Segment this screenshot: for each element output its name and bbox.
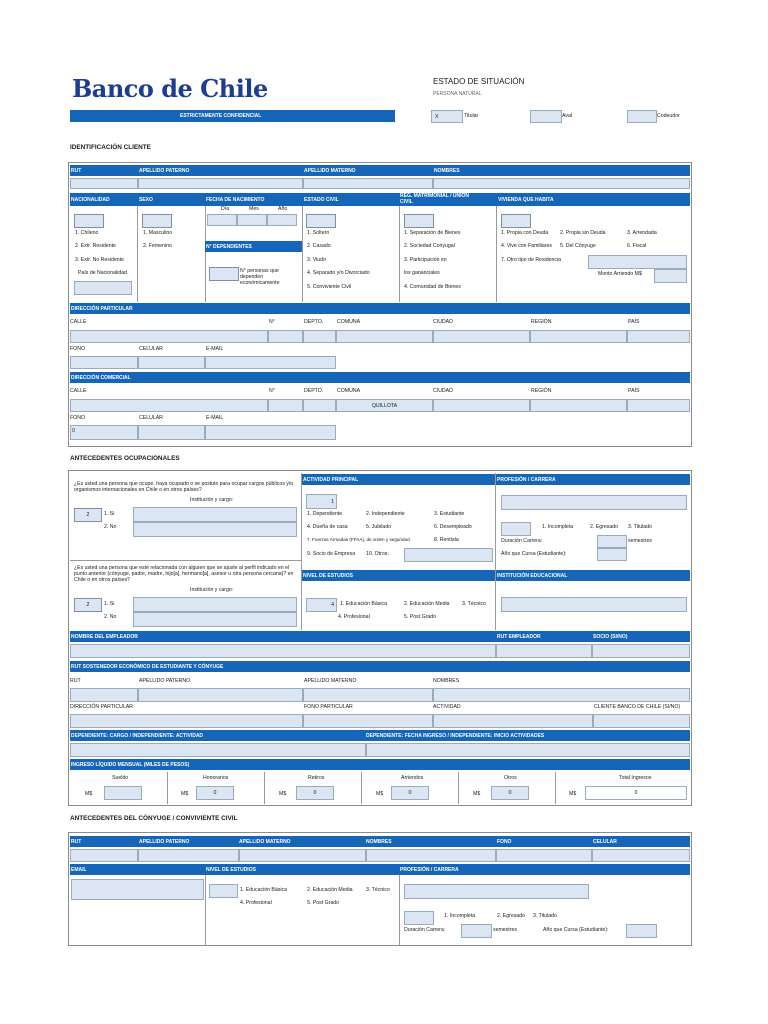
nac-option-3: 3. Extr. No Residente — [75, 257, 125, 263]
c-ap-input[interactable] — [138, 849, 239, 862]
c-niv-option-2: 2. Educación Media — [307, 887, 353, 893]
sost-fono-input[interactable] — [303, 714, 433, 728]
h-socio: SOCIO (SI/NO) — [593, 634, 628, 640]
income-label: Honorarios — [203, 775, 229, 781]
nac-option-1: 1. Chileno — [75, 230, 99, 236]
bank-logo: Banco de Chile — [72, 74, 268, 103]
h-vivienda: VIVIENDA QUE HABITA — [498, 197, 554, 203]
dia-label: Día — [221, 206, 230, 212]
c-duracion-input[interactable] — [461, 924, 492, 938]
h-dir-particular: DIRECCIÓN PARTICULAR — [71, 306, 133, 312]
fono-com-input[interactable]: 0 — [70, 425, 138, 440]
c-h-am: APELLIDO MATERNO — [239, 839, 291, 845]
act-otros-input[interactable] — [404, 548, 493, 562]
c-am-input[interactable] — [239, 849, 366, 862]
c-fono-input[interactable] — [496, 849, 592, 862]
pep-related-question: ¿Es usted una persona que esté relacionada con alguien que se ajuste al perfil indicado en el punto anterior (cónyuge, padre, madre, hijo[a], hermano[a], asesor u otra persona cercana)? en Chile o en otros países? — [74, 565, 294, 583]
pep-related-institucion-label: Institución y cargo: — [190, 587, 234, 593]
prof-option-3: 3. Titulado — [628, 524, 652, 530]
fono-label: FONO — [70, 346, 85, 352]
anio-label: Año — [278, 206, 288, 212]
pep-institucion-input-2[interactable] — [133, 522, 297, 537]
income-row — [70, 772, 690, 804]
income-label: Sueldo — [112, 775, 129, 781]
pais-input[interactable] — [627, 330, 690, 343]
doc-title: ESTADO DE SITUACIÓN — [433, 77, 525, 86]
prof-option-1: 1. Incompleta — [542, 524, 574, 530]
h-fecha-nac: FECHA DE NACIMIENTO — [206, 197, 265, 203]
h-institucion: INSTITUCIÓN EDUCACIONAL — [497, 573, 568, 579]
comuna-com-input[interactable]: QUILLOTA — [336, 399, 433, 412]
empleador-header — [70, 631, 690, 642]
niv-option-5: 5. Post Grado — [404, 614, 437, 620]
income-label: Retiros — [308, 775, 325, 781]
estado-civil-input[interactable] — [306, 214, 336, 228]
confidential-banner — [70, 110, 395, 122]
income-total-value: 0 — [585, 786, 687, 800]
sexo-input[interactable] — [142, 214, 172, 228]
c-prof-option-2: 2. Egresado — [497, 913, 525, 919]
h-profesion: PROFESIÓN / CARRERA — [497, 477, 556, 483]
income-sueldo — [70, 772, 167, 804]
actividad-header — [302, 474, 495, 485]
duracion-input[interactable] — [597, 535, 627, 548]
income-currency: M$ — [85, 791, 93, 797]
rm-option-4: 4. Comunidad de Bienes — [404, 284, 461, 290]
c-h-nivel: NIVEL DE ESTUDIOS — [206, 867, 256, 873]
otro-residencia-input[interactable] — [588, 255, 687, 269]
viv-option-1: 1. Propia con Deuda — [501, 230, 549, 236]
income-arriendos — [361, 772, 458, 804]
act-option-8: 8. Rentista — [434, 537, 459, 543]
pep-no: 2. No — [104, 524, 117, 530]
h-nacionalidad: NACIONALIDAD — [71, 197, 110, 203]
c-celular-input[interactable] — [592, 849, 690, 862]
c-anio-cursa-label: Año que Cursa (Estudiante): — [543, 927, 609, 933]
pep-related-si: 1. Si — [104, 601, 115, 607]
pep-question: ¿Es usted una persona que ocupe, haya ocupado o se postule para ocupar cargos públicos y/o organismos internacionales en Chile o en otros países? — [74, 481, 294, 493]
act-option-4: 4. Dueña de casa — [307, 524, 348, 530]
c-niv-option-4: 4. Profesional — [240, 900, 272, 906]
h-estado-civil: ESTADO CIVIL — [304, 197, 339, 203]
email-label: E-MAIL — [206, 346, 224, 352]
rut-empleador-input[interactable] — [496, 644, 592, 658]
sost-am-label: APELLIDO MATERNO — [304, 678, 357, 684]
c-nivel-input[interactable] — [209, 884, 238, 898]
c-h-fono: FONO — [497, 839, 512, 845]
sost-ap-label: APELLIDO PATERNO — [139, 678, 191, 684]
ec-option-5: 5. Conviviente Civil — [307, 284, 352, 290]
ingreso-header — [70, 759, 690, 770]
income-otros — [458, 772, 555, 804]
monto-arriendo-input[interactable] — [654, 269, 687, 283]
income-currency: M$ — [181, 791, 189, 797]
income-label: Otros — [504, 775, 517, 781]
dir-comercial-header — [70, 372, 690, 383]
act-option-5: 5. Jubilado — [366, 524, 392, 530]
fono-input[interactable] — [70, 356, 138, 369]
c-prof-option-1: 1. Incompleta — [444, 913, 476, 919]
dir-particular-header — [70, 303, 690, 314]
cargo-header — [70, 730, 690, 741]
role-codeudor-label: Codeudor — [657, 113, 680, 119]
h-apellido-materno: APELLIDO MATERNO — [304, 168, 356, 174]
income-otros-input[interactable]: 0 — [491, 786, 529, 800]
h-apellido-paterno: APELLIDO PATERNO — [139, 168, 190, 174]
comuna-input[interactable] — [336, 330, 433, 343]
ec-option-3: 3. Viudo — [307, 257, 326, 263]
income-currency: M$ — [279, 791, 287, 797]
email-com-label: E-MAIL — [206, 415, 224, 421]
ciudad-com-label: CIUDAD — [433, 388, 453, 394]
role-codeudor-check[interactable] — [627, 110, 657, 123]
vivienda-input[interactable] — [501, 214, 531, 228]
celular-com-label: CELULAR — [139, 415, 163, 421]
pais-nacionalidad-input[interactable] — [74, 281, 132, 295]
h-nivel: NIVEL DE ESTUDIOS — [303, 573, 353, 579]
numero-input[interactable] — [268, 330, 303, 343]
nac-option-2: 2. Extr. Residente — [75, 243, 116, 249]
act-option-10: 10. Otros: — [366, 551, 389, 557]
numero-com-input[interactable] — [268, 399, 303, 412]
celular-input[interactable] — [138, 356, 205, 369]
c-nombres-input[interactable] — [366, 849, 496, 862]
section-ocupacionales: ANTECEDENTES OCUPACIONALES — [70, 455, 180, 462]
nivel-input[interactable]: 4 — [306, 598, 337, 612]
c-h-celular: CELULAR — [593, 839, 617, 845]
empleador-input[interactable] — [70, 644, 496, 658]
pep-institucion-label: Institución y cargo: — [190, 497, 234, 503]
ec-option-2: 2. Casado — [307, 243, 331, 249]
sost-nombres-input[interactable] — [433, 688, 690, 702]
sexo-option-1: 1. Masculino — [143, 230, 173, 236]
income-honorarios — [167, 772, 264, 804]
act-option-7: 7. Fuerzas Armadas (FFAA), de orden y seguridad — [307, 537, 410, 542]
c-profesion-input[interactable] — [404, 884, 589, 899]
region-com-input[interactable] — [530, 399, 627, 412]
region-input[interactable] — [530, 330, 627, 343]
niv-option-4: 4. Profesional — [338, 614, 370, 620]
ciudad-input[interactable] — [433, 330, 530, 343]
income-retiros — [264, 772, 361, 804]
c-h-nombres: NOMBRES — [366, 839, 392, 845]
act-option-6: 6. Desempleado — [434, 524, 472, 530]
pais-label: PAÍS — [628, 319, 640, 325]
sost-actividad-label: ACTIVIDAD — [433, 704, 461, 710]
viv-option-2: 2. Propia sin Deuda — [560, 230, 606, 236]
numero-com-label: N° — [269, 388, 275, 394]
institucion-header — [496, 570, 690, 581]
pep-si: 1. Si — [104, 511, 115, 517]
sost-fono-label: FONO PARTICULAR — [304, 704, 353, 710]
income-arriendos-input[interactable]: 0 — [391, 786, 429, 800]
depto-label: DEPTO. — [304, 319, 324, 325]
conyuge-header-email — [70, 864, 690, 875]
profesion-input[interactable] — [501, 495, 687, 510]
calle-label: CALLE — [70, 319, 87, 325]
nombres-input[interactable] — [433, 178, 690, 189]
section-identificacion: IDENTIFICACIÓN CLIENTE — [70, 144, 151, 151]
calle-input[interactable] — [70, 330, 268, 343]
sost-rut-input[interactable] — [70, 688, 138, 702]
c-niv-option-3: 3. Técnico — [366, 887, 390, 893]
sost-am-input[interactable] — [303, 688, 433, 702]
calle-com-label: CALLE — [70, 388, 87, 394]
income-sueldo-input[interactable] — [104, 786, 142, 800]
h-dir-comercial: DIRECCIÓN COMERCIAL — [71, 375, 131, 381]
income-currency: M$ — [569, 791, 577, 797]
niv-option-1: 1. Educación Básica — [340, 601, 388, 607]
income-currency: M$ — [473, 791, 481, 797]
c-profesion-estado-input[interactable] — [404, 911, 434, 925]
semestres-label: semestres — [628, 538, 652, 544]
region-label: REGIÓN — [531, 319, 552, 325]
h-fecha-ingreso: DEPENDIENTE: FECHA INGRESO / INDEPENDIENTE: INICIO ACTIVIDADES — [366, 733, 545, 739]
viv-option-7: 7. Otro tipo de Residencia — [501, 257, 561, 263]
dependientes-label: N° personas que dependen económicamente — [240, 268, 280, 286]
anio-cursa-input[interactable] — [597, 548, 627, 561]
h-rut: RUT — [71, 168, 82, 174]
email-com-input[interactable] — [205, 425, 336, 440]
pep-institucion-input[interactable] — [133, 507, 297, 522]
rm-option-1: 1. Separación de Bienes — [404, 230, 461, 236]
c-email-input[interactable] — [71, 879, 204, 900]
sost-ap-input[interactable] — [138, 688, 303, 702]
actividad-input[interactable]: 1 — [306, 494, 337, 509]
socio-input[interactable] — [592, 644, 690, 658]
sexo-option-2: 2. Femenino — [143, 243, 172, 249]
income-label: Total Ingresos — [619, 775, 652, 781]
ec-option-4: 4. Separado y/o Divorciado — [307, 270, 370, 276]
income-retiros-input[interactable]: 0 — [296, 786, 334, 800]
sost-dir-input[interactable] — [70, 714, 303, 728]
niv-option-2: 2. Educación Media — [404, 601, 450, 607]
sost-cliente-input[interactable] — [593, 714, 690, 728]
celular-com-input[interactable] — [138, 425, 205, 440]
section-conyuge: ANTECEDENTES DEL CÓNYUGE / CONVIVIENTE CIVIL — [70, 815, 238, 822]
role-aval-check[interactable] — [530, 110, 562, 123]
income-currency: M$ — [376, 791, 384, 797]
viv-option-4: 4. Vive con Familiares — [501, 243, 552, 249]
act-option-2: 2. Independiente — [366, 511, 405, 517]
cargo-input[interactable] — [70, 743, 366, 757]
h-ingreso: INGRESO LÍQUIDO MENSUAL (MILES DE PESOS) — [71, 762, 190, 768]
email-input[interactable] — [205, 356, 336, 369]
pais-com-input[interactable] — [627, 399, 690, 412]
niv-option-3: 3. Técnico — [462, 601, 486, 607]
income-total — [555, 772, 690, 804]
sost-cliente-label: CLIENTE BANCO DE CHILE (SI/NO) — [594, 704, 681, 710]
depto-com-input[interactable] — [303, 399, 336, 412]
h-sostenedor: RUT SOSTENEDOR ECONÓMICO DE ESTUDIANTE Y CÓNYUGE — [71, 664, 224, 670]
institucion-input[interactable] — [501, 597, 687, 612]
c-rut-input[interactable] — [70, 849, 138, 862]
prof-option-2: 2. Egresado — [590, 524, 618, 530]
dependientes-input[interactable] — [209, 267, 239, 281]
sostenedor-header — [70, 661, 690, 672]
nac-pais-label: País de Nacionalidad — [78, 270, 128, 276]
c-h-email: EMAIL — [71, 867, 87, 873]
mes-label: Mes — [249, 206, 259, 212]
comuna-com-label: COMUNA — [337, 388, 361, 394]
sost-dir-label: DIRECCIÓN PARTICULAR — [70, 704, 133, 710]
sost-actividad-input[interactable] — [433, 714, 593, 728]
pep-related-institucion-input-2[interactable] — [133, 612, 297, 627]
rut-input[interactable] — [70, 178, 138, 189]
c-niv-option-5: 5. Post Grado — [307, 900, 340, 906]
h-empleador: NOMBRE DEL EMPLEADOR — [71, 634, 138, 640]
celular-label: CELULAR — [139, 346, 163, 352]
viv-option-5: 5. Del Cónyuge — [560, 243, 596, 249]
c-semestres-label: semestres — [493, 927, 517, 933]
c-h-rut: RUT — [71, 839, 82, 845]
c-duracion-label: Duración Carrera: — [404, 927, 446, 933]
h-nombres: NOMBRES — [434, 168, 460, 174]
role-titular-label: Titular — [464, 113, 479, 119]
c-niv-option-1: 1. Educación Básica — [240, 887, 288, 893]
apellido-materno-input[interactable] — [303, 178, 433, 189]
profesion-estado-input[interactable] — [501, 522, 531, 536]
header-row-names — [70, 165, 690, 176]
duracion-label: Duración Carrera: — [501, 538, 543, 544]
c-h-profesion: PROFESIÓN / CARRERA — [400, 867, 459, 873]
rm-option-3b: los gananciales — [404, 270, 440, 276]
c-h-ap: APELLIDO PATERNO — [139, 839, 190, 845]
ciudad-label: CIUDAD — [433, 319, 453, 325]
ciudad-com-input[interactable] — [433, 399, 530, 412]
apellido-paterno-input[interactable] — [138, 178, 303, 189]
viv-option-3: 3. Arrendada — [627, 230, 657, 236]
act-option-9: 9. Socio de Empresa — [307, 551, 356, 557]
income-honorarios-input[interactable]: 0 — [196, 786, 234, 800]
role-titular-check[interactable]: X — [431, 110, 463, 123]
nacionalidad-input[interactable] — [74, 214, 104, 228]
sost-rut-label: RUT — [70, 678, 81, 684]
anio-input[interactable] — [267, 214, 297, 226]
pep-answer-input[interactable]: 2 — [74, 508, 102, 522]
comuna-label: COMUNA — [337, 319, 361, 325]
rm-option-3: 3. Participación en — [404, 257, 447, 263]
numero-label: N° — [269, 319, 275, 325]
anio-cursa-label: Año que Cursa (Estudiante): — [501, 551, 567, 557]
rm-option-2: 2. Sociedad Conyugal — [404, 243, 455, 249]
fecha-ingreso-input[interactable] — [366, 743, 690, 757]
income-label: Arriendos — [401, 775, 424, 781]
h-rut-empleador: RUT EMPLEADOR — [497, 634, 541, 640]
act-option-3: 3. Estudiante — [434, 511, 465, 517]
c-anio-cursa-input[interactable] — [626, 924, 657, 938]
profesion-header — [496, 474, 690, 485]
depto-input[interactable] — [303, 330, 336, 343]
depto-com-label: DEPTO. — [304, 388, 324, 394]
pep-related-no: 2. No — [104, 614, 117, 620]
h-sexo: SEXO — [139, 197, 153, 203]
confidential-label: ESTRICTAMENTE CONFIDENCIAL — [180, 113, 262, 119]
c-prof-option-3: 3. Titulado — [533, 913, 557, 919]
pep-related-answer-input[interactable]: 2 — [74, 598, 102, 612]
conyuge-header-names — [70, 836, 690, 847]
h-reg-matrimonial: REG. MATRIMONIAL / UNION CIVIL — [400, 193, 469, 205]
dia-input[interactable] — [207, 214, 237, 226]
calle-com-input[interactable] — [70, 399, 268, 412]
reg-matrimonial-input[interactable] — [404, 214, 434, 228]
region-com-label: REGIÓN — [531, 388, 552, 394]
fono-com-label: FONO — [70, 415, 85, 421]
act-option-1: 1. Dependiente — [307, 511, 343, 517]
nivel-header — [302, 570, 495, 581]
h-cargo: DEPENDIENTE: CARGO / INDEPENDIENTE: ACTIVIDAD — [71, 733, 204, 739]
role-aval-label: Aval — [562, 113, 572, 119]
mes-input[interactable] — [237, 214, 267, 226]
viv-option-6: 6. Fiscal — [627, 243, 647, 249]
h-dependientes: N° DEPENDIENTES — [206, 244, 252, 250]
ec-option-1: 1. Soltero — [307, 230, 330, 236]
h-actividad: ACTIVIDAD PRINCIPAL — [303, 477, 359, 483]
sost-nombres-label: NOMBRES — [433, 678, 460, 684]
pep-related-institucion-input[interactable] — [133, 597, 297, 612]
doc-subtitle: PERSONA NATURAL — [433, 91, 482, 97]
pais-com-label: PAÍS — [628, 388, 640, 394]
header-row-personal — [70, 193, 690, 206]
monto-arriendo-label: Monto Arriendo M$ — [598, 271, 642, 277]
dependientes-header — [205, 241, 302, 252]
